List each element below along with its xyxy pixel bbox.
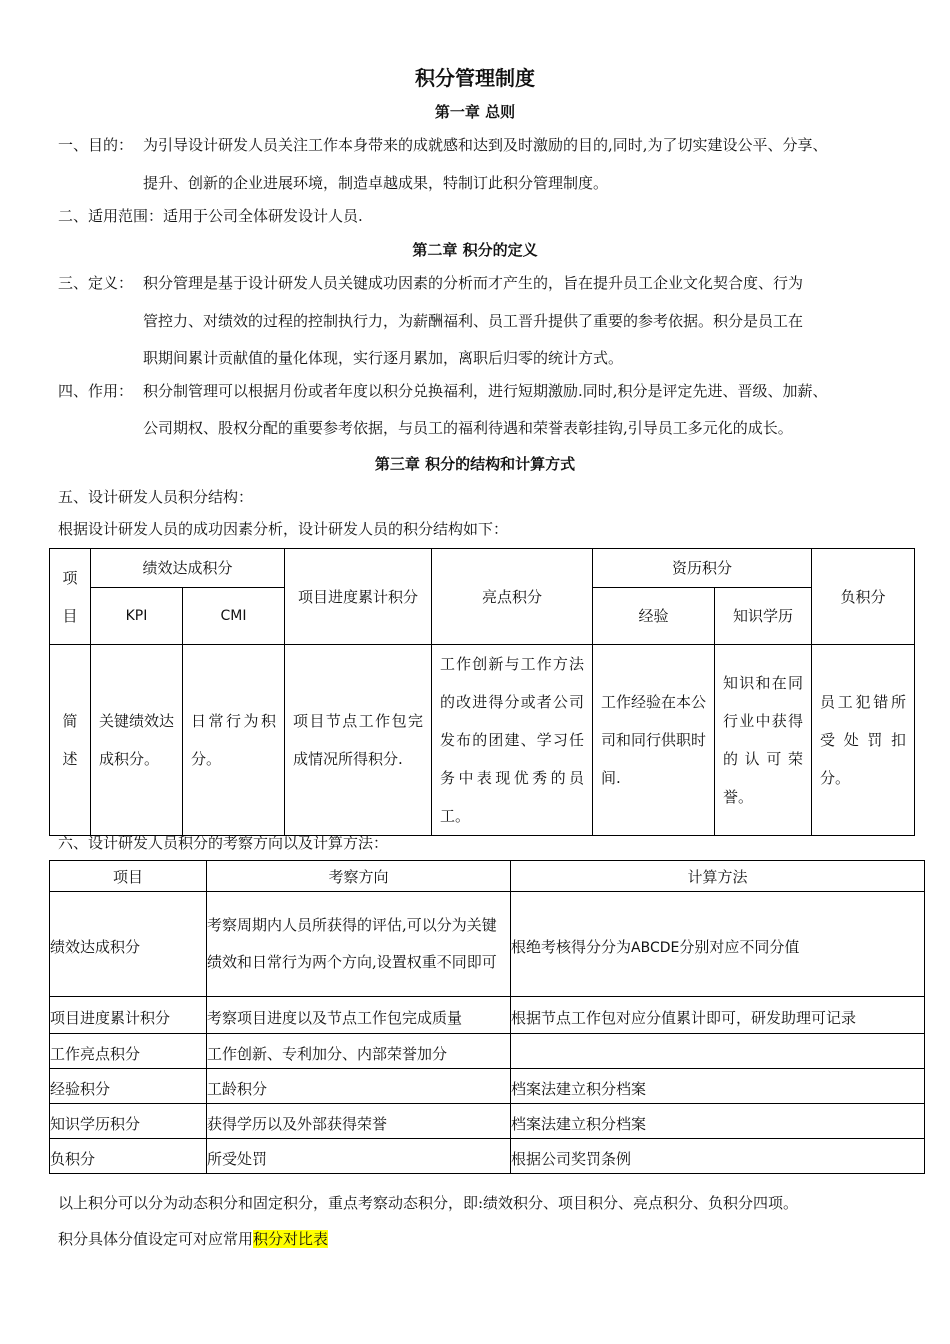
row-method	[511, 1034, 925, 1069]
para-4-line-2: 公司期权、股权分配的重要参考依据，与员工的福利待遇和荣誉表彰挂钩,引导员工多元化的成长。	[143, 419, 793, 437]
row-item: 绩效达成积分	[50, 892, 207, 997]
row-direction: 考察项目进度以及节点工作包完成质量	[207, 997, 511, 1034]
row-item: 经验积分	[50, 1069, 207, 1104]
kpi-header: KPI	[91, 588, 183, 645]
chapter-1-heading: 第一章 总则	[434, 103, 516, 121]
method-text-grades: ABCDE	[631, 939, 680, 956]
col-header-method: 计算方法	[511, 861, 925, 892]
table-row	[50, 892, 925, 997]
table-row	[50, 1034, 925, 1069]
row-item: 工作亮点积分	[50, 1034, 207, 1069]
footer-reference-text: 积分具体分值设定可对应常用	[58, 1230, 254, 1248]
desc-experience-cell	[593, 645, 715, 836]
row-direction: 工作创新、专利加分、内部荣誉加分	[207, 1034, 511, 1069]
para-3-line-3: 职期间累计贡献值的量化体现，实行逐月累加，离职后归零的统计方式。	[143, 349, 624, 367]
para-2: 二、适用范围：适用于公司全体研发设计人员.	[58, 207, 363, 225]
assessment-method-table	[49, 860, 925, 1174]
desc-header-cell	[50, 645, 91, 836]
cmi-header: CMI	[183, 588, 285, 645]
points-structure-table	[49, 548, 915, 836]
desc-progress: 项目节点工作包完成情况所得积分.	[293, 712, 424, 768]
para-1-line-1: 为引导设计研发人员关注工作本身带来的成就感和达到及时激励的目的,同时,为了切实建设公平、分享、	[143, 136, 828, 154]
row-method: 档案法建立积分档案	[511, 1104, 925, 1139]
points-comparison-table-link[interactable]: 积分对比表	[253, 1230, 329, 1248]
footer-reference	[58, 1228, 328, 1249]
para-1-label: 一、目的：	[58, 136, 134, 154]
para-4-label: 四、作用：	[58, 382, 134, 400]
para-5-intro: 根据设计研发人员的成功因素分析，设计研发人员的积分结构如下：	[58, 520, 509, 538]
row-direction: 工龄积分	[207, 1069, 511, 1104]
item-header: 项目	[62, 568, 78, 625]
negative-header: 负积分	[812, 549, 915, 645]
item-header-cell	[50, 549, 91, 645]
desc-header: 简述	[62, 712, 78, 768]
desc-kpi-cell	[91, 645, 183, 836]
seniority-header: 资历积分	[593, 549, 812, 588]
desc-progress-cell	[285, 645, 432, 836]
col-header-direction: 考察方向	[207, 861, 511, 892]
row-method	[511, 892, 925, 997]
row-method: 档案法建立积分档案	[511, 1069, 925, 1104]
para-4-line-1: 积分制管理可以根据月份或者年度以积分兑换福利，进行短期激励.同时,积分是评定先进、晋级、加薪、	[143, 382, 828, 400]
desc-cmi-cell	[183, 645, 285, 836]
row-item: 知识学历积分	[50, 1104, 207, 1139]
para-3-label: 三、定义：	[58, 274, 134, 292]
method-text-pre: 根绝考核得分分为	[511, 937, 632, 956]
footer-note: 以上积分可以分为动态积分和固定积分，重点考察动态积分，即:绩效积分、项目积分、亮点积分、负积分四项。	[58, 1194, 799, 1212]
desc-negative: 员工犯错所受处罚扣分。	[820, 693, 907, 787]
para-3-line-2: 管控力、对绩效的过程的控制执行力，为薪酬福利、员工晋升提供了重要的参考依据。积分是员工在	[143, 312, 804, 330]
row-direction: 所受处罚	[207, 1139, 511, 1174]
desc-highlight-cell	[432, 645, 593, 836]
table-row	[50, 1139, 925, 1174]
desc-negative-cell	[812, 645, 915, 836]
progress-header: 项目进度累计积分	[298, 587, 419, 606]
row-direction: 获得学历以及外部获得荣誉	[207, 1104, 511, 1139]
row-method: 根据节点工作包对应分值累计即可，研发助理可记录	[511, 997, 925, 1034]
para-6: 六、设计研发人员积分的考察方向以及计算方法：	[58, 834, 389, 852]
desc-kpi: 关键绩效达成积分。	[99, 712, 175, 768]
desc-highlight: 工作创新与工作方法的改进得分或者公司发布的团建、学习任务中表现优秀的员工。	[440, 655, 585, 825]
row-item: 负积分	[50, 1139, 207, 1174]
table-row	[50, 1069, 925, 1104]
col-header-item: 项目	[50, 861, 207, 892]
chapter-2-heading: 第二章 积分的定义	[412, 241, 538, 259]
para-1-line-2: 提升、创新的企业进展环境，制造卓越成果，特制订此积分管理制度。	[143, 174, 609, 192]
page-title: 积分管理制度	[415, 66, 535, 90]
experience-header: 经验	[593, 588, 715, 645]
table-row	[50, 1104, 925, 1139]
row-item: 项目进度累计积分	[50, 997, 207, 1034]
para-5: 五、设计研发人员积分结构：	[58, 488, 254, 506]
desc-knowledge-cell	[715, 645, 812, 836]
perf-header: 绩效达成积分	[91, 549, 285, 588]
row-direction: 考察周期内人员所获得的评估,可以分为关键绩效和日常行为两个方向,设置权重不同即可	[207, 892, 511, 997]
table-row	[50, 997, 925, 1034]
highlight-header: 亮点积分	[432, 549, 593, 645]
knowledge-header: 知识学历	[715, 588, 812, 645]
chapter-3-heading: 第三章 积分的结构和计算方式	[374, 455, 576, 473]
desc-experience: 工作经验在本公司和同行供职时间.	[601, 693, 707, 787]
method-text-post: 分别对应不同分值	[679, 937, 800, 956]
progress-header-cell	[285, 549, 432, 645]
para-3-line-1: 积分管理是基于设计研发人员关键成功因素的分析而才产生的，旨在提升员工企业文化契合度、行为	[143, 274, 804, 292]
desc-cmi: 日常行为积分。	[191, 712, 277, 768]
desc-knowledge: 知识和在同行业中获得的认可荣誉。	[723, 674, 804, 806]
row-method: 根据公司奖罚条例	[511, 1139, 925, 1174]
